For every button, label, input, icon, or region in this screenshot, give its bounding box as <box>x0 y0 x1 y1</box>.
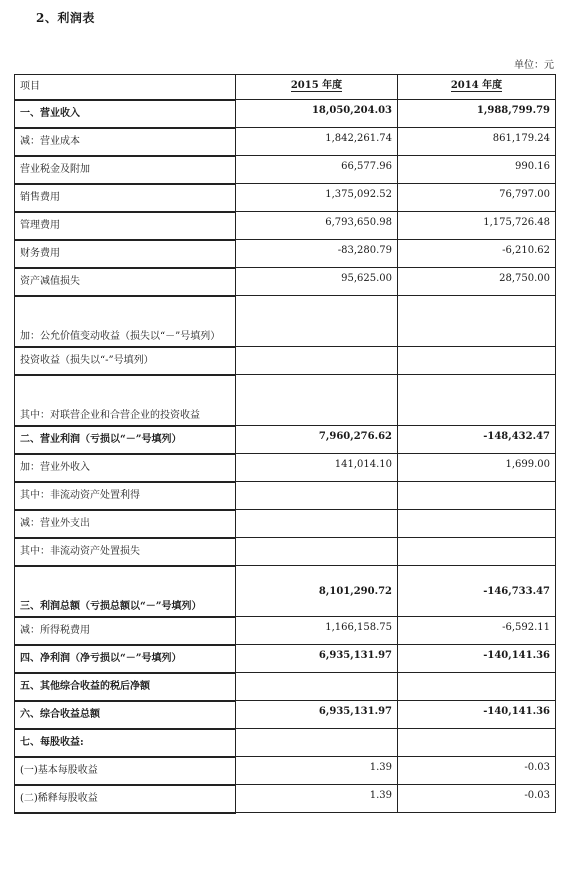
prior-year-value <box>398 482 556 510</box>
row-label: 七、每股收益: <box>15 729 236 757</box>
current-year-value: 6,935,131.97 <box>236 701 398 729</box>
current-year-value: 95,625.00 <box>236 268 398 296</box>
row-label: 减：所得税费用 <box>15 617 236 645</box>
table-row <box>15 566 556 617</box>
table-row <box>15 347 556 375</box>
prior-year-value <box>398 729 556 757</box>
prior-year-value <box>398 375 556 426</box>
row-label: 其中：对联营企业和合营企业的投资收益 <box>15 375 236 426</box>
table-row <box>15 729 556 757</box>
row-label: 加：营业外收入 <box>15 454 236 482</box>
row-label: 减：营业外支出 <box>15 510 236 538</box>
table-row <box>15 426 556 454</box>
row-label: 四、净利润（净亏损以“－”号填列） <box>15 645 236 673</box>
row-label: 加：公允价值变动收益（损失以“－”号填列） <box>15 296 236 347</box>
prior-year-value: -0.03 <box>398 785 556 813</box>
prior-year-value: 990.16 <box>398 156 556 184</box>
column-header-current: 2015 年度 <box>236 75 398 100</box>
row-label: 五、其他综合收益的税后净额 <box>15 673 236 701</box>
column-header-item: 项目 <box>15 75 236 100</box>
row-label: (一)基本每股收益 <box>15 757 236 785</box>
table-row <box>15 268 556 296</box>
prior-year-value <box>398 296 556 347</box>
row-label: 一、营业收入 <box>15 100 236 128</box>
table-row <box>15 482 556 510</box>
current-year-value: 18,050,204.03 <box>236 100 398 128</box>
current-year-value <box>236 538 398 566</box>
current-year-value <box>236 296 398 347</box>
row-label: 减：营业成本 <box>15 128 236 156</box>
prior-year-value: 1,175,726.48 <box>398 212 556 240</box>
prior-year-value: -140,141.36 <box>398 701 556 729</box>
table-row <box>15 375 556 426</box>
column-header-prior: 2014 年度 <box>398 75 556 100</box>
current-year-value <box>236 673 398 701</box>
current-year-value: 1,842,261.74 <box>236 128 398 156</box>
unit-label: 单位：元 <box>514 60 554 71</box>
prior-year-value: 1,988,799.79 <box>398 100 556 128</box>
row-label: 其中：非流动资产处置利得 <box>15 482 236 510</box>
table-row <box>15 538 556 566</box>
prior-year-value <box>398 510 556 538</box>
table-row <box>15 128 556 156</box>
row-label: 其中：非流动资产处置损失 <box>15 538 236 566</box>
row-label: 三、利润总额（亏损总额以“－”号填列） <box>15 566 236 617</box>
prior-year-value: -0.03 <box>398 757 556 785</box>
row-label: 管理费用 <box>15 212 236 240</box>
row-label: 营业税金及附加 <box>15 156 236 184</box>
row-label: (二)稀释每股收益 <box>15 785 236 813</box>
prior-year-value: 76,797.00 <box>398 184 556 212</box>
table-row <box>15 454 556 482</box>
current-year-value: 1.39 <box>236 757 398 785</box>
current-year-value: -83,280.79 <box>236 240 398 268</box>
prior-year-value <box>398 538 556 566</box>
income-statement-table <box>14 74 556 814</box>
current-year-value: 6,793,650.98 <box>236 212 398 240</box>
current-year-value: 1,375,092.52 <box>236 184 398 212</box>
table-row <box>15 240 556 268</box>
current-year-value: 7,960,276.62 <box>236 426 398 454</box>
prior-year-value: -6,210.62 <box>398 240 556 268</box>
table-header-row <box>15 75 556 100</box>
prior-year-value: -6,592.11 <box>398 617 556 645</box>
current-year-value: 8,101,290.72 <box>236 566 398 617</box>
table-row <box>15 701 556 729</box>
current-year-value <box>236 482 398 510</box>
table-row <box>15 757 556 785</box>
prior-year-value: -140,141.36 <box>398 645 556 673</box>
table-row <box>15 645 556 673</box>
current-year-value <box>236 375 398 426</box>
table-row <box>15 617 556 645</box>
row-label: 二、营业利润（亏损以“－”号填列） <box>15 426 236 454</box>
row-label: 资产减值损失 <box>15 268 236 296</box>
row-label: 六、综合收益总额 <box>15 701 236 729</box>
current-year-value: 1.39 <box>236 785 398 813</box>
table-row <box>15 100 556 128</box>
current-year-value: 6,935,131.97 <box>236 645 398 673</box>
current-year-value <box>236 729 398 757</box>
current-year-value: 66,577.96 <box>236 156 398 184</box>
row-label: 销售费用 <box>15 184 236 212</box>
table-row <box>15 296 556 347</box>
section-title: 2、利润表 <box>36 11 95 25</box>
table-row <box>15 510 556 538</box>
table-row <box>15 785 556 813</box>
prior-year-value: 1,699.00 <box>398 454 556 482</box>
prior-year-value: -148,432.47 <box>398 426 556 454</box>
current-year-value <box>236 510 398 538</box>
prior-year-value: -146,733.47 <box>398 566 556 617</box>
table-row <box>15 673 556 701</box>
prior-year-value <box>398 347 556 375</box>
table-row <box>15 156 556 184</box>
prior-year-value: 861,179.24 <box>398 128 556 156</box>
current-year-value <box>236 347 398 375</box>
current-year-value: 141,014.10 <box>236 454 398 482</box>
prior-year-value <box>398 673 556 701</box>
current-year-value: 1,166,158.75 <box>236 617 398 645</box>
row-label: 投资收益（损失以“-”号填列） <box>15 347 236 375</box>
row-label: 财务费用 <box>15 240 236 268</box>
prior-year-value: 28,750.00 <box>398 268 556 296</box>
table-row <box>15 212 556 240</box>
table-row <box>15 184 556 212</box>
